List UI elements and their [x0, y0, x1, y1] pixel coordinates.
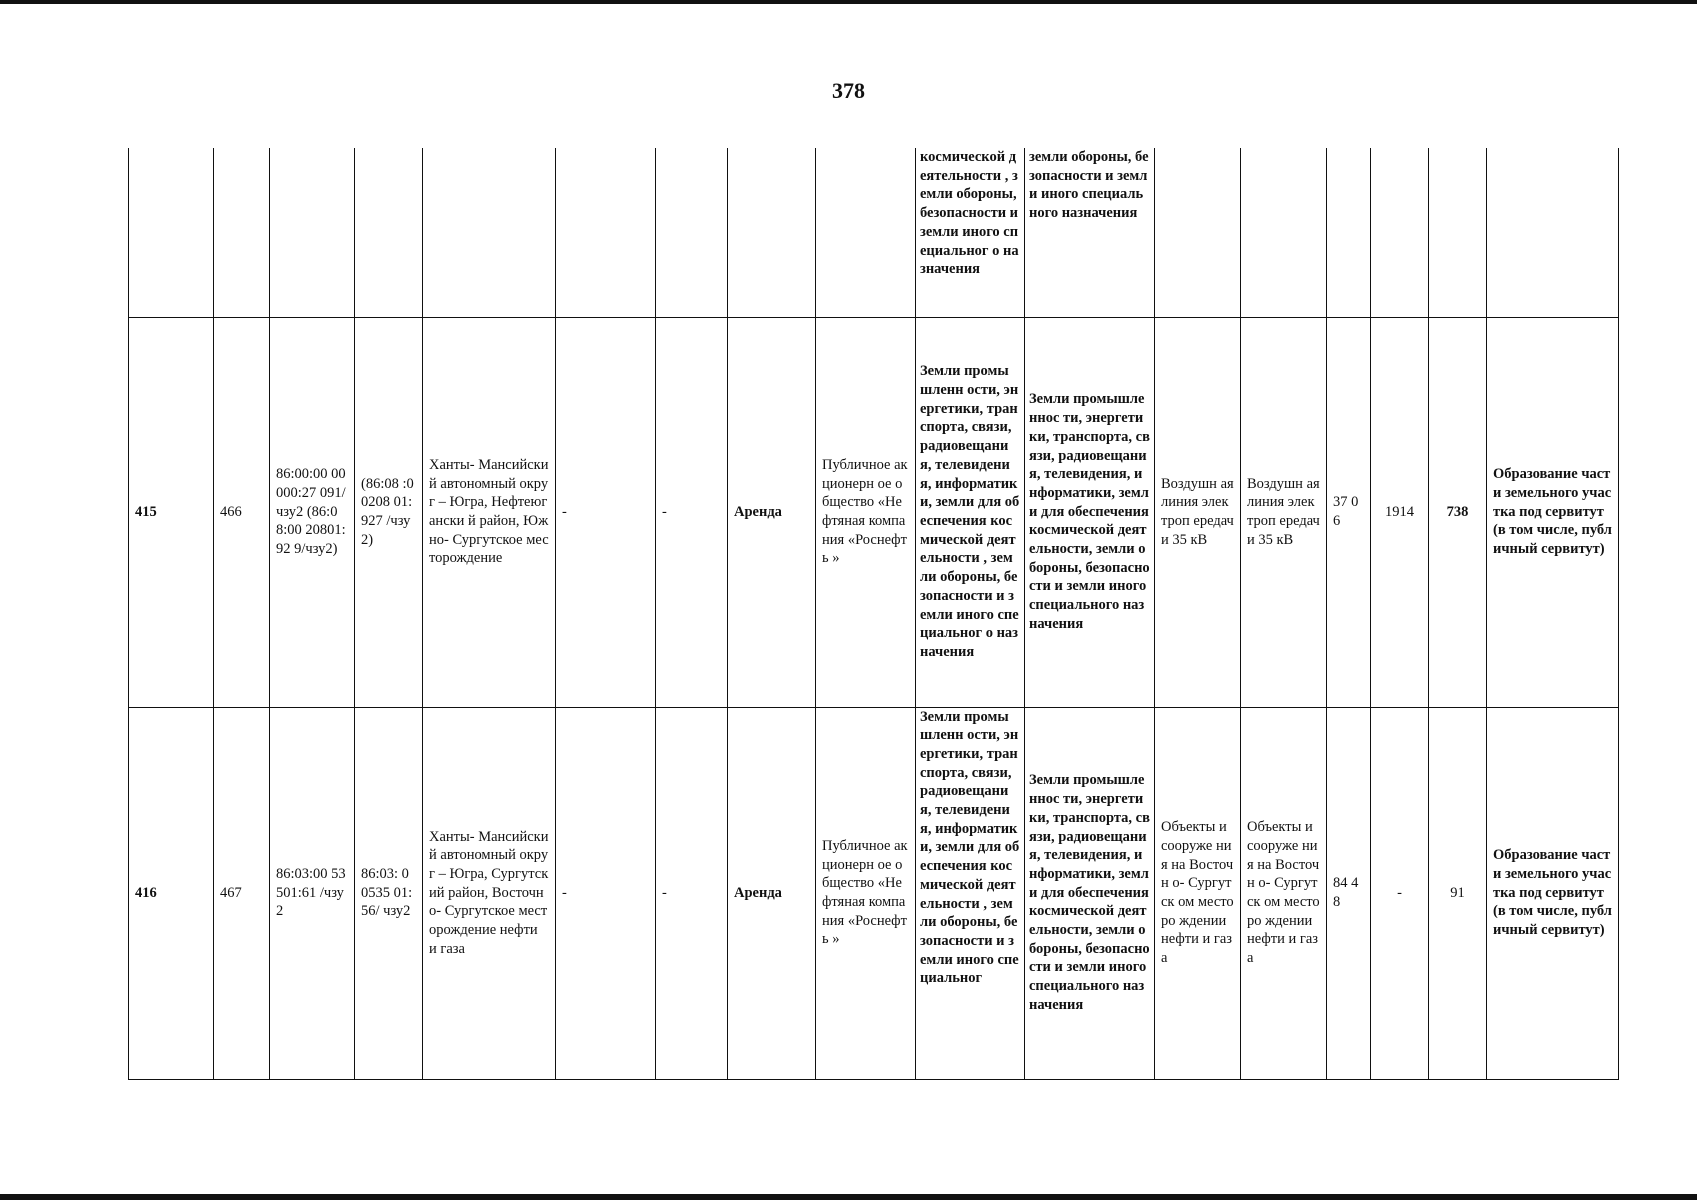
object-cell: Объекты и сооруже ния на Восточн о- Сургутск ом месторо ждении нефти и газа [1241, 707, 1327, 1079]
area-cell: 738 [1429, 317, 1487, 707]
cadastral-number-2: 86:03: 00535 01:56/ чзу2 [355, 707, 423, 1079]
rights-holder-cell: Публичное акционерн ое общество «Нефтяная компания «Роснефть » [816, 707, 916, 1079]
rights-holder-cell: Публичное акционерн ое общество «Нефтяная компания «Роснефть » [816, 317, 916, 707]
right-type-cell: Аренда [728, 707, 816, 1079]
object-cell: Воздушн ая линия электроп ередачи 35 кВ [1241, 317, 1327, 707]
land-category-cell: Земли промышленн ости, энергетики, транспорта, связи, радиовещани я, телевидения, информатик и, земли для обеспечения космической деятельности , земли обороны, безопасности и земли иного специальног [916, 707, 1025, 1079]
dash-cell: - [556, 317, 656, 707]
land-category-cell: земли обороны, безопасности и земли иного специального назначения [1025, 148, 1155, 317]
purpose-cell: Образование части земельного участка под сервитут (в том числе, публичный сервитут) [1487, 317, 1619, 707]
table-row [129, 707, 1619, 1079]
page-number: 378 [832, 78, 865, 103]
land-plots-table [128, 148, 1619, 1080]
cadastral-number: 86:00:00 00000:27 091/чзу2 (86:08:00 20801:92 9/чзу2) [270, 317, 355, 707]
value-cell: 84 48 [1327, 707, 1371, 1079]
land-category-cell: космической деятельности , земли обороны, безопасности и земли иного специальног о назначения [916, 148, 1025, 317]
dash-cell: - [656, 707, 728, 1079]
value-cell: 37 06 [1327, 317, 1371, 707]
row-number-2: 466 [214, 317, 270, 707]
right-type-cell: Аренда [728, 317, 816, 707]
dash-cell: - [556, 707, 656, 1079]
object-cell: Воздушн ая линия электроп ередачи 35 кВ [1155, 317, 1241, 707]
row-number-2: 467 [214, 707, 270, 1079]
scan-top-edge [0, 0, 1697, 4]
table-row [129, 317, 1619, 707]
cadastral-number-2: (86:08 :00208 01:927 /чзу2) [355, 317, 423, 707]
dash-cell: - [656, 317, 728, 707]
land-category-cell: Земли промышленнос ти, энергетики, транспорта, связи, радиовещания, телевидения, информатики, земли для обеспечения космической деятельности, земли обороны, безопасности и земли иного специального назначения [1025, 317, 1155, 707]
location-cell: Ханты- Мансийский автономный округ – Югра, Сургутский район, Восточно- Сургутское месторождение нефти и газа [423, 707, 556, 1079]
row-number: 415 [129, 317, 214, 707]
purpose-cell: Образование части земельного участка под сервитут (в том числе, публичный сервитут) [1487, 707, 1619, 1079]
row-number: 416 [129, 707, 214, 1079]
value-cell: 1914 [1371, 317, 1429, 707]
location-cell: Ханты- Мансийский автономный округ – Югра, Нефтеюгански й район, Южно- Сургутское месторождение [423, 317, 556, 707]
cadastral-number: 86:03:00 53501:61 /чзу2 [270, 707, 355, 1079]
continuation-row [129, 148, 1619, 317]
land-category-cell: Земли промышленнос ти, энергетики, транспорта, связи, радиовещания, телевидения, информатики, земли для обеспечения космической деятельности, земли обороны, безопасности и земли иного специального назначения [1025, 707, 1155, 1079]
land-category-cell: Земли промышленн ости, энергетики, транспорта, связи, радиовещани я, телевидения, информатик и, земли для обеспечения космической деятельности , земли обороны, безопасности и земли иного специальног о назначения [916, 317, 1025, 707]
scan-bottom-edge [0, 1194, 1697, 1200]
object-cell: Объекты и сооруже ния на Восточн о- Сургутск ом месторо ждении нефти и газа [1155, 707, 1241, 1079]
area-cell: 91 [1429, 707, 1487, 1079]
value-cell: - [1371, 707, 1429, 1079]
